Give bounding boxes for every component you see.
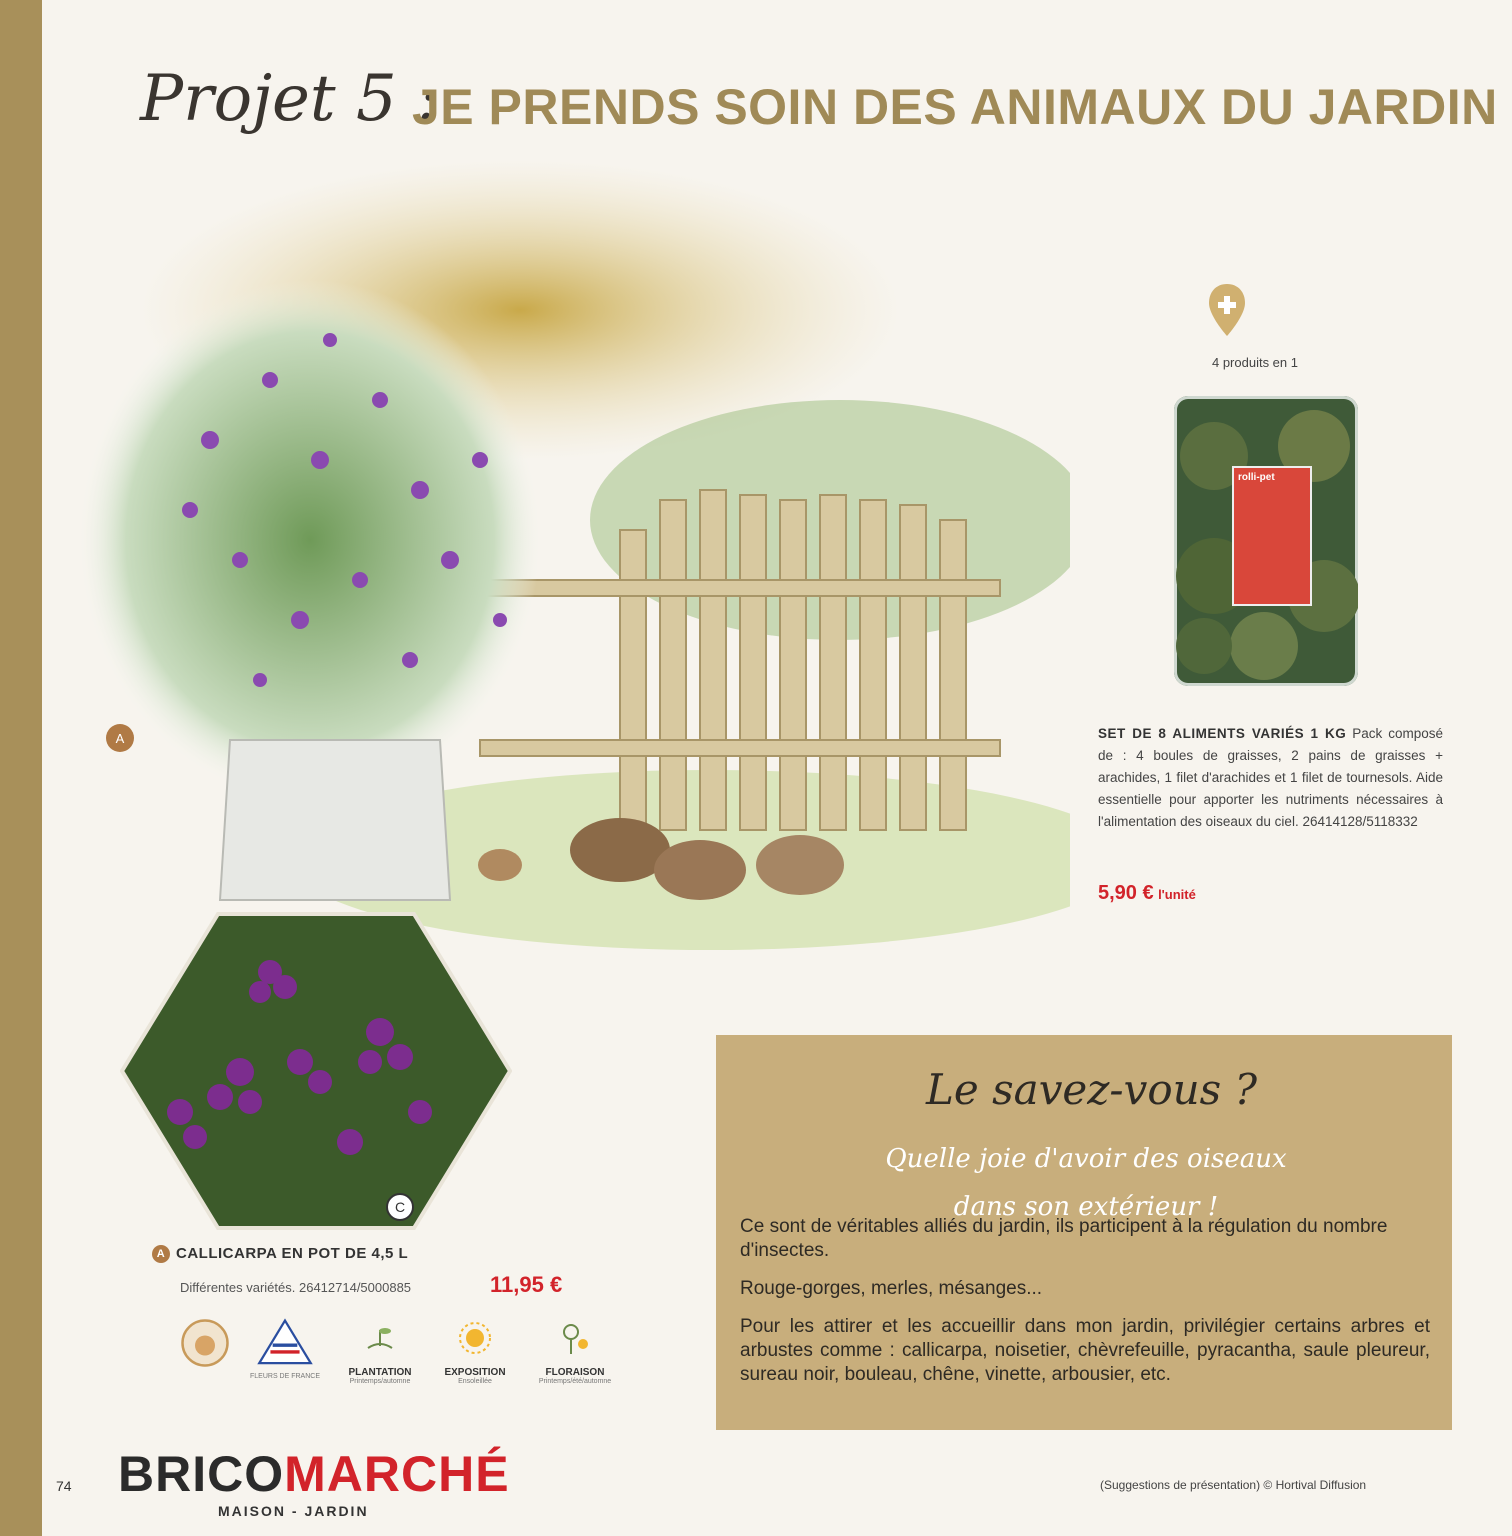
bird-food-name: SET DE 8 ALIMENTS VARIÉS 1 KG: [1098, 726, 1347, 741]
floraison-label: FLORAISON: [545, 1367, 605, 1378]
project-script-title: Projet 5 :: [140, 62, 439, 136]
subtitle-line-1: Quelle joie d'avoir des oiseaux: [885, 1144, 1287, 1174]
page-number: 74: [56, 1478, 72, 1494]
info-paragraph-2: Rouge-gorges, merles, mésanges...: [740, 1278, 1043, 1299]
callicarpa-photo: [120, 912, 512, 1230]
exposition-sub: Ensoleillée: [458, 1378, 492, 1385]
callicarpa-price: 11,95 €: [490, 1272, 563, 1297]
exposition-info: [430, 1318, 520, 1385]
fleurs-de-france-icon: [250, 1318, 320, 1380]
did-you-know-box: [716, 1035, 1452, 1430]
pack-brand: rolli-pet: [1238, 472, 1275, 483]
fleurs-de-france-label: FLEURS DE FRANCE: [250, 1373, 321, 1380]
plant-info-icons: [180, 1318, 640, 1398]
did-you-know-title: Le savez-vous ?: [926, 1065, 1258, 1114]
marker-a: A: [115, 731, 125, 746]
bird-food-price-value: 5,90 €: [1098, 882, 1154, 904]
bird-food-pack-image: [1174, 396, 1358, 686]
bird-food-description: [1098, 723, 1443, 833]
bird-food-price: [1098, 882, 1196, 905]
four-in-one-label: 4 produits en 1: [1211, 355, 1298, 370]
plantation-icon: [360, 1318, 400, 1358]
sun-icon: [455, 1318, 495, 1358]
subtitle-line-2: dans son extérieur !: [953, 1192, 1219, 1222]
plantation-sub: Printemps/automne: [349, 1378, 411, 1385]
brand-part-2: MARCHÉ: [284, 1446, 510, 1502]
callicarpa-details: Différentes variétés. 26412714/5000885: [180, 1280, 412, 1295]
callicarpa-title: [152, 1245, 408, 1263]
brand-part-1: BRICO: [118, 1446, 285, 1502]
presentation-credit: (Suggestions de présentation) © Hortival Diffusion: [1100, 1478, 1367, 1492]
bricomarche-logo: [118, 1445, 510, 1503]
location-pin-icon: [1207, 282, 1247, 338]
flower-icon: [555, 1318, 595, 1358]
callicarpa-badge: A: [152, 1245, 170, 1263]
did-you-know-body: [740, 1215, 1430, 1401]
page-title: JE PRENDS SOIN DES ANIMAUX DU JARDIN: [412, 79, 1498, 135]
floraison-sub: Printemps/été/automne: [538, 1378, 612, 1385]
left-gold-bar: [0, 0, 42, 1536]
pack-label: [1232, 466, 1312, 606]
brand-tagline: MAISON - JARDIN: [218, 1503, 369, 1519]
floraison-info: [520, 1318, 630, 1385]
plantation-info: [330, 1318, 430, 1385]
info-paragraph-3: Pour les attirer et les accueillir dans mon jardin, privilégier certains arbres et arbustes comme : callicarpa, noisetier, chèvrefeuille, pyracantha, saule pleureur, sureau noir, bouleau, chêne, vinette, arbousier, etc.: [740, 1316, 1430, 1385]
plantation-label: PLANTATION: [348, 1367, 412, 1378]
info-paragraph-1: Ce sont de véritables alliés du jardin, ils participent à la régulation du nombre d'insectes.: [740, 1216, 1388, 1261]
bird-food-price-unit: l'unité: [1158, 887, 1196, 902]
quality-seal-icon: [180, 1318, 230, 1373]
bird-food-details: Pack composé de : 4 boules de graisses, 2 pains de graisses + arachides, 1 filet d'arachides et 1 filet de tournesols. Aide essentielle pour apporter les nutriments nécessaires à l'alimentation des oiseaux du ciel. 26414128/5118332: [1098, 726, 1443, 829]
marker-c: C: [394, 1199, 406, 1215]
callicarpa-name: CALLICARPA EN POT DE 4,5 L: [176, 1245, 409, 1262]
exposition-label: EXPOSITION: [444, 1367, 506, 1378]
